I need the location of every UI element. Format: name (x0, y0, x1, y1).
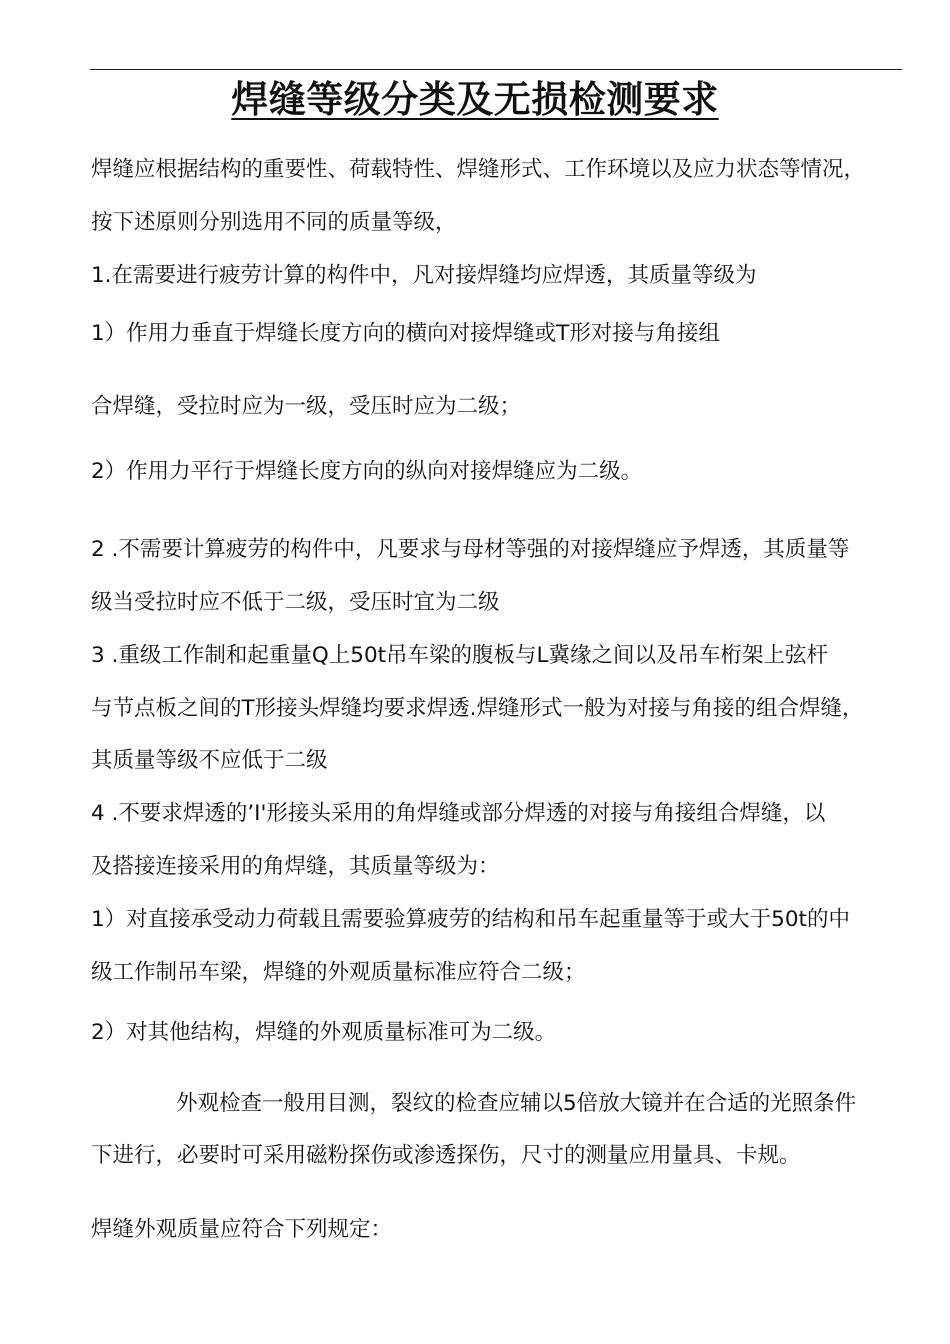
header-rule (90, 69, 902, 70)
paragraph-line: 其质量等级不应低于二级 (91, 748, 328, 773)
paragraph-line: 2）对其他结构，焊缝的外观质量标准可为二级。 (91, 1020, 557, 1045)
paragraph-line: 按下述原则分别选用不同的质量等级， (91, 210, 457, 235)
paragraph-line: 外观检查一般用目测，裂纹的检查应辅以5倍放大镜并在合适的光照条件 (176, 1091, 857, 1116)
paragraph-line: 焊缝外观质量应符合下列规定： (91, 1217, 393, 1242)
paragraph-line: 级工作制吊车梁，焊缝的外观质量标准应符合二级； (91, 960, 586, 985)
paragraph-line: 3 .重级工作制和起重量Q上50t吊车梁的腹板与L冀缘之间以及吊车桁架上弦杆 (91, 643, 829, 668)
paragraph-line: 下进行，必要时可采用磁粉探伤或渗透探伤，尺寸的测量应用量具、卡规。 (91, 1143, 801, 1168)
paragraph-line: 4 .不要求焊透的’I'形接头采用的角焊缝或部分焊透的对接与角接组合焊缝，以 (91, 801, 826, 826)
paragraph-line: 合焊缝，受拉时应为一级，受压时应为二级； (91, 394, 522, 419)
paragraph-line: 1.在需要进行疲劳计算的构件中，凡对接焊缝均应焊透，其质量等级为 (91, 263, 757, 288)
paragraph-line: 1）作用力垂直于焊缝长度方向的横向对接焊缝或T形对接与角接组 (91, 321, 720, 346)
paragraph-line: 级当受拉时应不低于二级，受压时宜为二级 (91, 590, 500, 615)
paragraph-line: 及搭接连接采用的角焊缝，其质量等级为： (91, 854, 500, 879)
paragraph-line: 2）作用力平行于焊缝长度方向的纵向对接焊缝应为二级。 (91, 459, 643, 484)
paragraph-line: 1）对直接承受动力荷载且需要验算疲劳的结构和吊车起重量等于或大于50t的中 (91, 907, 850, 932)
document-title: 焊缝等级分类及无损检测要求 (231, 78, 719, 121)
paragraph-line: 焊缝应根据结构的重要性、荷载特性、焊缝形式、工作环境以及应力状态等情况， (91, 157, 866, 182)
paragraph-line: 与节点板之间的T形接头焊缝均要求焊透.焊缝形式一般为对接与角接的组合焊缝， (91, 696, 864, 721)
paragraph-line: 2 .不需要计算疲劳的构件中，凡要求与母材等强的对接焊缝应予焊透，其质量等 (91, 537, 850, 562)
